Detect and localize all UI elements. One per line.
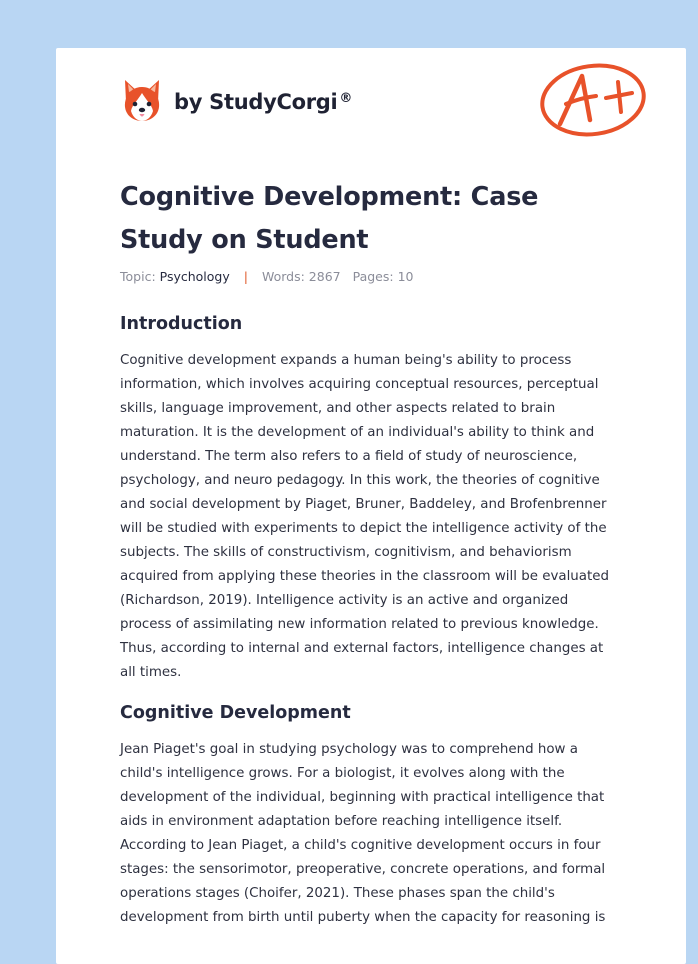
text-line: skills, language improvement, and other aspects related to brain: [120, 401, 556, 416]
pages-label: Pages:: [352, 269, 394, 284]
registered-mark: ®: [339, 90, 353, 106]
text-line: Cognitive development expands a human being's ability to process: [120, 353, 572, 368]
text-line: (Richardson, 2019). Intelligence activity is an active and organized: [120, 593, 569, 608]
text-line: process of assimilating new information related to previous knowledge.: [120, 617, 599, 632]
text-line: will be studied with experiments to depict the intelligence activity of the: [120, 521, 607, 536]
text-line: Jean Piaget's goal in studying psychology was to comprehend how a: [120, 742, 578, 757]
text-line: stages: the sensorimotor, preoperative, concrete operations, and formal: [120, 862, 606, 877]
text-line: information, which involves acquiring conceptual resources, perceptual: [120, 377, 599, 392]
text-line: development from birth until puberty when the capacity for reasoning is: [120, 910, 606, 925]
document-page: [56, 48, 686, 964]
text-line: subjects. The skills of constructivism, cognitivism, and behaviorism: [120, 545, 572, 560]
topic-label: Topic:: [120, 269, 156, 284]
page-count: 10: [397, 269, 414, 284]
meta-separator: |: [243, 269, 248, 284]
document-body: [120, 313, 632, 930]
text-line: and social development by Piaget, Bruner, Baddeley, and Brofenbrenner: [120, 497, 607, 512]
section-paragraph: [120, 738, 632, 930]
text-line: operations stages (Choifer, 2021). These phases span the child's: [120, 886, 555, 901]
section-heading: Cognitive Development: [120, 703, 351, 723]
text-line: child's intelligence grows. For a biologist, it evolves along with the: [120, 766, 565, 781]
text-line: According to Jean Piaget, a child's cognitive development occurs in four: [120, 838, 601, 853]
text-line: maturation. It is the development of an individual's ability to think and: [120, 425, 595, 440]
word-count: 2867: [308, 269, 341, 284]
topic-link[interactable]: Psychology: [159, 269, 230, 284]
section-heading: Introduction: [120, 314, 243, 334]
text-line: development of the individual, beginning with practical intelligence that: [120, 790, 605, 805]
text-line: psychology, and neuro pedagogy. In this work, the theories of cognitive: [120, 473, 600, 488]
brand-logo[interactable]: [122, 78, 352, 122]
document-meta: [120, 269, 413, 284]
text-line: all times.: [120, 665, 182, 680]
text-line: Thus, according to internal and external factors, intelligence changes at: [120, 641, 604, 656]
corgi-logo-icon: [122, 78, 162, 122]
text-line: understand. The term also refers to a field of study of neuroscience,: [120, 449, 578, 464]
a-plus-grade-icon: [538, 60, 650, 142]
text-line: acquired from applying these theories in the classroom will be evaluated: [120, 569, 609, 584]
brand-name: by StudyCorgi: [174, 90, 338, 114]
text-line: aids in environment adaptation before reaching intelligence itself.: [120, 814, 563, 829]
words-label: Words:: [261, 269, 305, 284]
document-title: Cognitive Development: Case Study on Student: [120, 182, 539, 255]
section-paragraph: [120, 349, 632, 685]
